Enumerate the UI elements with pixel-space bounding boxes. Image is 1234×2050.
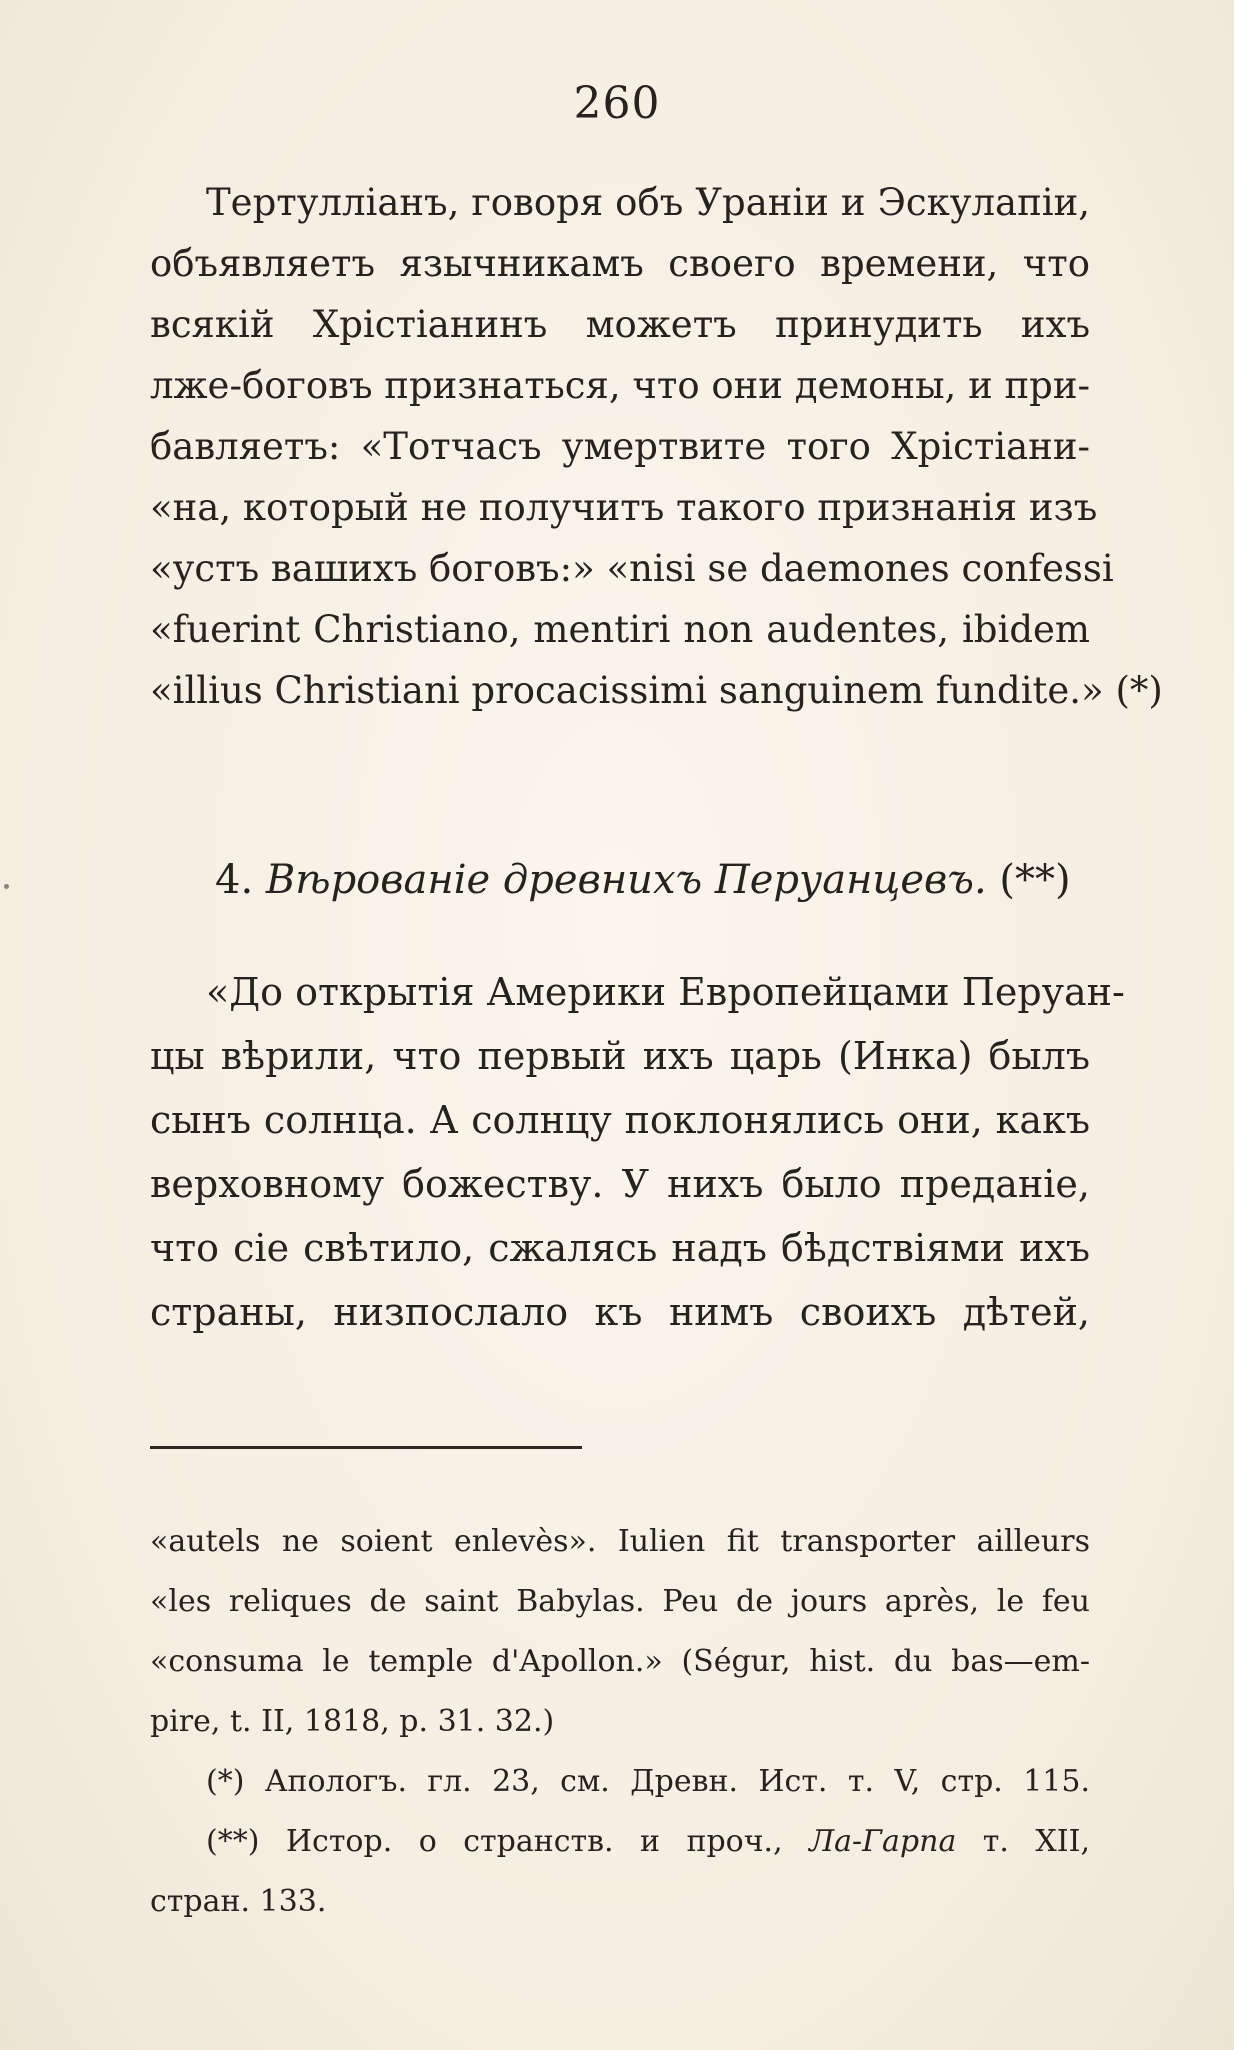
text-line: страны, низпослало къ нимъ своихъ дѣтей, [150, 1290, 1090, 1334]
text-line: всякій Хрістіанинъ можетъ принудить ихъ [150, 303, 1090, 346]
text-line: бавляетъ: «Тотчасъ умертвите того Хрістіани- [150, 425, 1090, 468]
footnote-line: «consuma le temple d'Apollon.» (Ségur, hist. du bas—em- [150, 1644, 1090, 1679]
footnote-2-source: (**) Истор. о странств. и проч., [206, 1824, 783, 1859]
section-number: 4. [215, 857, 254, 903]
text-line: Тертулліанъ, говоря объ Ураніи и Эскулапіи, [206, 181, 1090, 224]
section-title: Вѣрованіе древнихъ Перуанцевъ. [265, 857, 987, 903]
text-line: что сіе свѣтило, сжалясь надъ бѣдствіями ихъ [150, 1226, 1090, 1270]
footnote-line: pire, t. II, 1818, p. 31. 32.) [150, 1704, 555, 1739]
footnote-1: (*) Апологъ. гл. 23, см. Древн. Ист. т. V, стр. 115. [206, 1764, 1090, 1799]
text-line: верховному божеству. У нихъ было преданіе, [150, 1162, 1090, 1206]
footnote-2-continuation: стран. 133. [150, 1884, 327, 1919]
scan-speck [4, 884, 9, 889]
text-line: «устъ вашихъ боговъ:» «nisi se daemones confessi [150, 547, 1114, 590]
text-line: «fuerint Christiano, mentiri non audentes, ibidem [150, 608, 1090, 651]
text-line: «illius Christiani procacissimi sanguinem fundite.» (*) [150, 669, 1163, 712]
paragraph-peruvians [150, 960, 1125, 1344]
footnote-reference: (**) [999, 857, 1071, 903]
text-line: «До открытія Америки Европейцами Перуан- [206, 970, 1125, 1014]
footnotes [150, 1512, 1090, 1932]
text-line: лже-боговъ признаться, что они демоны, и при- [150, 364, 1091, 407]
footnote-line: «autels ne soient enlevès». Iulien fit transporter ailleurs [150, 1524, 1090, 1559]
text-line: цы вѣрили, что первый ихъ царь (Инка) былъ [150, 1034, 1090, 1078]
footnote-2-volume: т. XII, [982, 1824, 1090, 1859]
text-line: сынъ солнца. А солнцу поклонялись они, какъ [150, 1098, 1090, 1142]
footnote-line: «les reliques de saint Babylas. Peu de jours après, le feu [150, 1584, 1090, 1619]
text-line: объявляетъ язычникамъ своего времени, что [150, 242, 1090, 285]
footnote-2 [150, 1812, 1090, 1872]
page-number: 260 [573, 78, 661, 129]
text-line: «на, который не получитъ такого признанія изъ [150, 486, 1098, 529]
paragraph-tertullian [150, 172, 1163, 721]
footnote-separator [150, 1446, 582, 1449]
footnote-2-author: Ла-Гарпа [809, 1824, 957, 1859]
section-heading [215, 850, 1115, 910]
